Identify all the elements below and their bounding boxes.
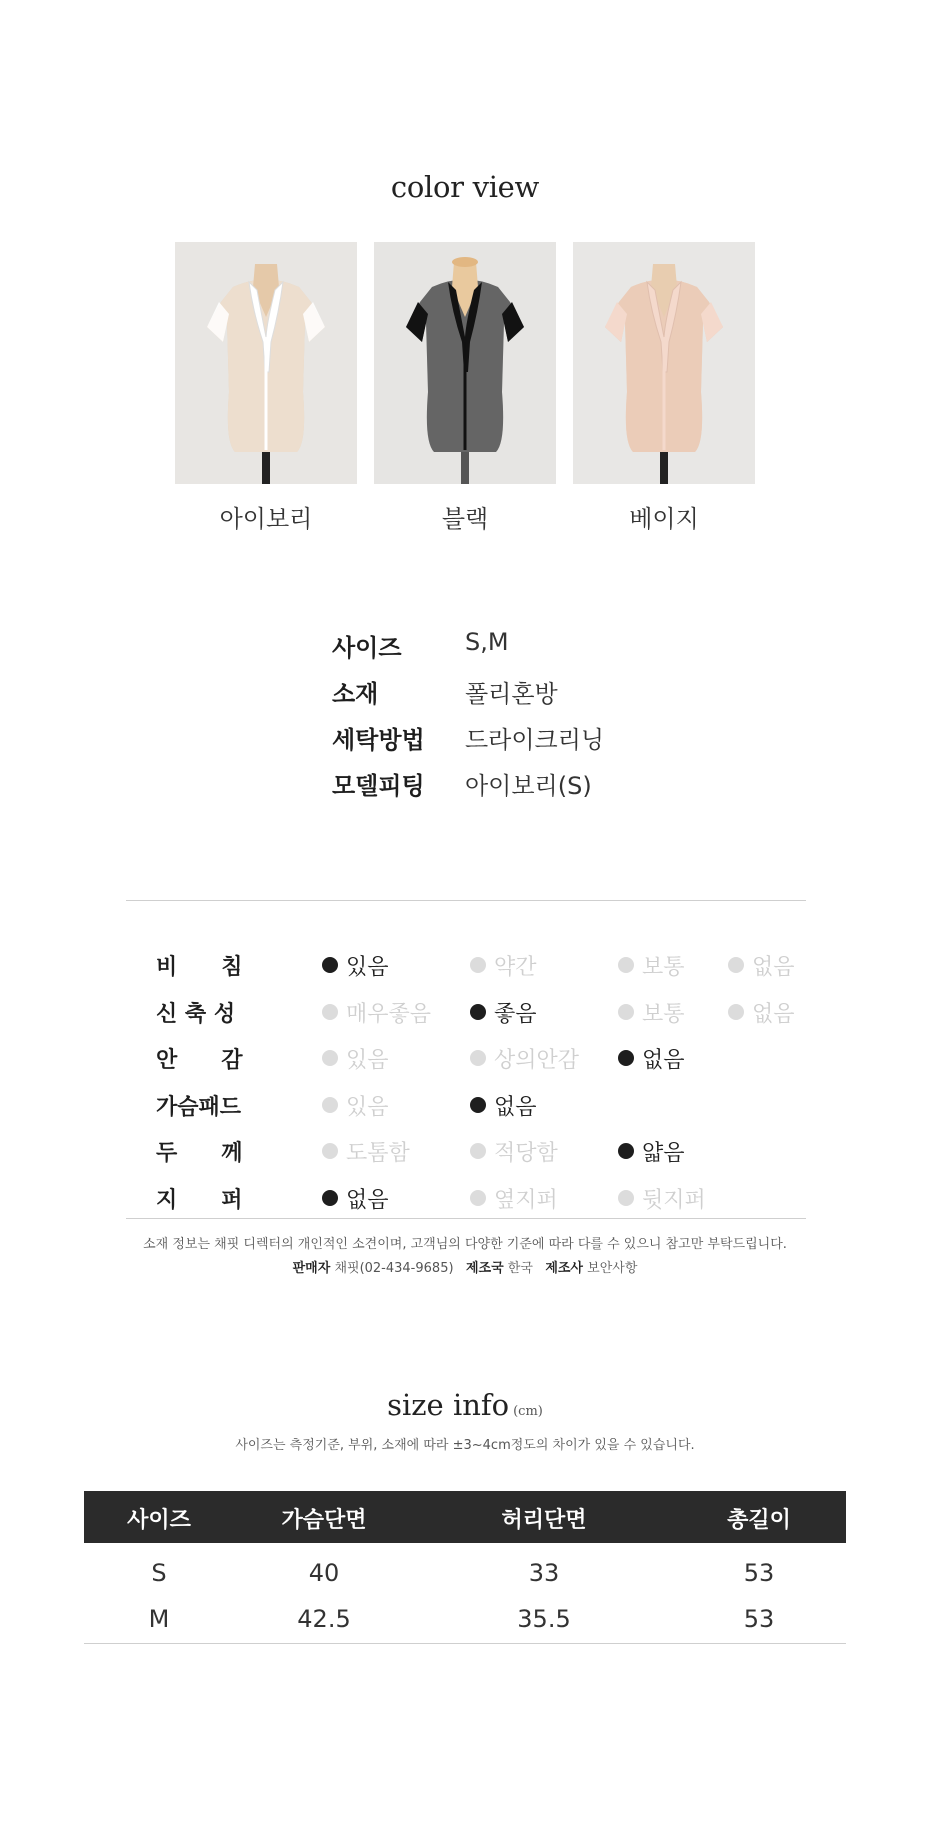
blouse-ivory-image: [175, 242, 357, 484]
rating-option: [322, 1136, 410, 1167]
rating-option-text: 적당함: [494, 1141, 558, 1166]
rating-row: [126, 997, 806, 1043]
bullet-icon: [728, 957, 744, 973]
rating-option-selected: [470, 1090, 537, 1121]
color-swatch-ivory[interactable]: [175, 242, 357, 484]
rating-option-text: 좋음: [494, 1001, 537, 1027]
rating-option-text: 없음: [346, 1187, 389, 1213]
rating-label: 두 께: [156, 1141, 243, 1166]
rating-option: [470, 950, 537, 981]
rating-option-selected: [618, 1136, 685, 1167]
spec-value: S,M: [465, 628, 509, 656]
color-label-black: 블랙: [441, 505, 489, 533]
bullet-icon: [322, 957, 338, 973]
spec-row-size: [332, 628, 732, 674]
bullet-icon: [470, 1097, 486, 1113]
seller-label: 판매자: [292, 1261, 331, 1276]
rating-row: [126, 1090, 806, 1136]
rating-option-text: 없음: [642, 1048, 685, 1073]
rating-option-selected: [618, 1043, 685, 1074]
spec-value: 드라이크리닝: [465, 726, 605, 754]
maker-label: 제조사: [545, 1261, 583, 1276]
size-table-body: [84, 1547, 846, 1643]
header-chest: 가슴단면: [281, 1508, 367, 1533]
rating-option: [322, 997, 431, 1028]
bullet-icon: [470, 1004, 486, 1020]
bullet-icon: [618, 957, 634, 973]
rating-option-text: 있음: [346, 955, 389, 980]
rating-label: 비 침: [156, 955, 243, 980]
rating-option: [322, 1043, 389, 1074]
header-size: 사이즈: [127, 1508, 191, 1533]
rating-label: 지 퍼: [156, 1187, 243, 1213]
blouse-beige-image: [573, 242, 755, 484]
cell-m-length: 53: [743, 1605, 775, 1633]
country-label: 제조국: [465, 1261, 504, 1276]
spec-key: 소재: [332, 680, 379, 708]
spec-key: 세탁방법: [332, 726, 425, 754]
rating-option-text: 보통: [642, 1001, 685, 1027]
rating-option-text: 얇음: [642, 1141, 685, 1166]
spec-value: 폴리혼방: [465, 680, 558, 708]
cell-s-waist: 33: [528, 1559, 560, 1587]
bullet-icon: [618, 1050, 634, 1066]
rating-option-selected: [470, 997, 537, 1028]
rating-option: [470, 1183, 558, 1214]
rating-option: [470, 1043, 579, 1074]
bullet-icon: [322, 1004, 338, 1020]
country-value: 한국: [507, 1261, 533, 1276]
bullet-icon: [470, 1050, 486, 1066]
cell-s-chest: 40: [308, 1559, 340, 1587]
size-table-header: [84, 1491, 846, 1543]
rating-option: [618, 950, 685, 981]
cell-m-size: M: [148, 1605, 170, 1633]
rating-top-divider: [126, 900, 806, 901]
size-info-subtitle: 사이즈는 측정기준, 부위, 소재에 따라 ±3~4cm정도의 차이가 있을 수 있습니다.: [235, 1438, 695, 1453]
rating-option-selected: [322, 950, 389, 981]
bullet-icon: [728, 1004, 744, 1020]
color-swatch-beige[interactable]: [573, 242, 755, 484]
material-note: 소재 정보는 채핏 디렉터의 개인적인 소견이며, 고객님의 다양한 기준에 따라 다를 수 있으니 참고만 부탁드립니다.: [143, 1237, 787, 1252]
rating-option-text: 없음: [752, 1001, 795, 1027]
bullet-icon: [322, 1050, 338, 1066]
size-table-bottom-line: [84, 1643, 846, 1644]
color-view-title: color view: [390, 170, 540, 204]
rating-row: [126, 950, 806, 996]
rating-row: [126, 1136, 806, 1182]
cell-m-chest: 42.5: [297, 1605, 351, 1633]
spec-value: 아이보리(S): [465, 772, 592, 800]
size-info-title: [0, 1388, 930, 1422]
rating-option: [728, 950, 795, 981]
rating-option: [470, 1136, 558, 1167]
spec-row-material: [332, 674, 732, 720]
bullet-icon: [322, 1143, 338, 1159]
color-swatch-black[interactable]: [374, 242, 556, 484]
seller-info: [0, 1257, 930, 1276]
size-info-unit: (cm): [513, 1404, 543, 1419]
header-waist: 허리단면: [501, 1508, 587, 1533]
blouse-black-image: [374, 242, 556, 484]
rating-bottom-divider: [126, 1218, 806, 1219]
spec-row-model-fit: [332, 766, 732, 812]
cell-s-length: 53: [743, 1559, 775, 1587]
seller-value: 채핏(02-434-9685): [334, 1261, 454, 1276]
rating-option-text: 없음: [752, 955, 795, 980]
spec-key: 모델피팅: [332, 772, 425, 800]
header-length: 총길이: [727, 1508, 791, 1533]
rating-option-text: 옆지퍼: [494, 1187, 558, 1213]
bullet-icon: [618, 1190, 634, 1206]
color-label-beige: 베이지: [629, 505, 699, 533]
rating-option-text: 뒷지퍼: [642, 1187, 706, 1213]
rating-row: [126, 1183, 806, 1229]
rating-label: 가슴패드: [156, 1094, 242, 1120]
rating-option-text: 약간: [494, 955, 537, 980]
bullet-icon: [322, 1097, 338, 1113]
bullet-icon: [618, 1004, 634, 1020]
bullet-icon: [470, 1143, 486, 1159]
maker-value: 보안사항: [587, 1261, 638, 1276]
rating-option-text: 있음: [346, 1048, 389, 1073]
rating-label: 신 축 성: [156, 1001, 236, 1027]
color-label-ivory: 아이보리: [219, 505, 313, 533]
spec-row-washing: [332, 720, 732, 766]
spec-key: 사이즈: [332, 634, 402, 662]
bullet-icon: [618, 1143, 634, 1159]
rating-option-text: 보통: [642, 955, 685, 980]
bullet-icon: [322, 1190, 338, 1206]
bullet-icon: [470, 957, 486, 973]
rating-option: [618, 997, 685, 1028]
rating-option-selected: [322, 1183, 389, 1214]
rating-option: [618, 1183, 706, 1214]
rating-row: [126, 1043, 806, 1089]
rating-option-text: 매우좋음: [346, 1001, 432, 1027]
cell-m-waist: 35.5: [517, 1605, 571, 1633]
rating-option-text: 없음: [494, 1094, 537, 1120]
cell-s-size: S: [151, 1559, 167, 1587]
rating-option: [728, 997, 795, 1028]
rating-option: [322, 1090, 389, 1121]
size-info-heading: size info: [387, 1388, 510, 1422]
rating-option-text: 상의안감: [494, 1048, 580, 1073]
rating-label: 안 감: [156, 1048, 243, 1073]
rating-option-text: 있음: [346, 1094, 389, 1120]
rating-option-text: 도톰함: [346, 1141, 410, 1166]
bullet-icon: [470, 1190, 486, 1206]
